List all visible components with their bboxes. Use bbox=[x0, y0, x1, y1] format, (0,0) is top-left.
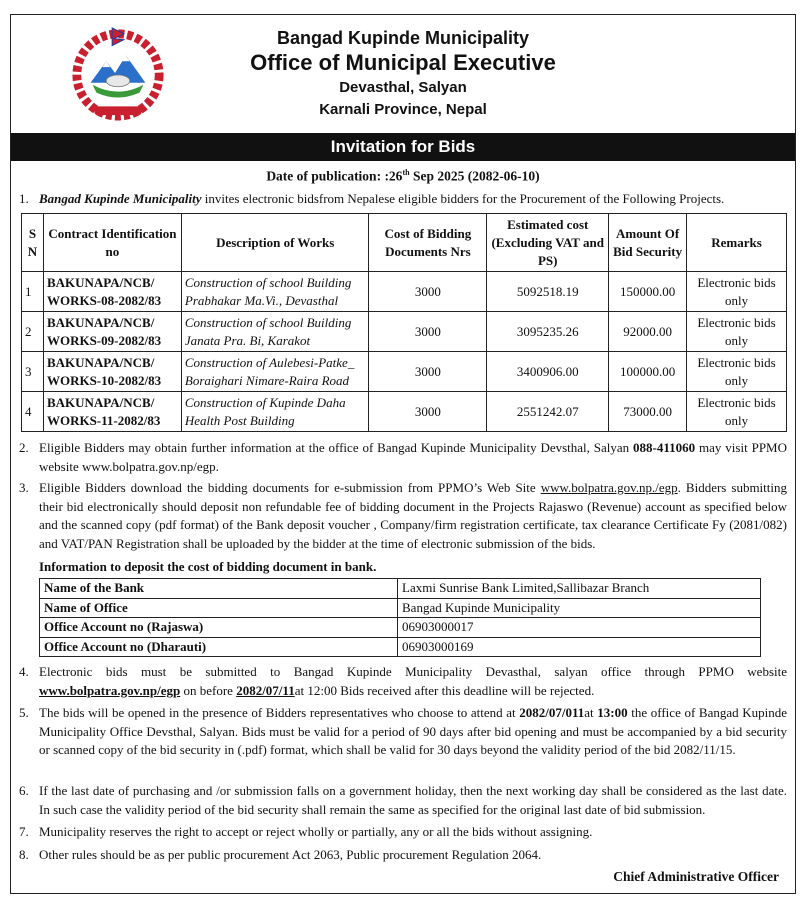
cell-description: Construction of school Building Prabhakar Ma.Vi., Devasthal bbox=[181, 272, 369, 312]
ppmo-link[interactable]: www.bolpatra.gov.np./egp bbox=[540, 480, 678, 495]
col-header-remarks: Remarks bbox=[687, 214, 787, 272]
cell-remarks: Electronic bids only bbox=[687, 272, 787, 312]
clause-number: 6. bbox=[19, 783, 29, 798]
clause-6-text: If the last date of purchasing and /or submission falls on a government holiday, then the next working day shall be considered as the last date. In such case the validity period of the bid security shall remain the same as specified for the original last date of bid submission. bbox=[39, 783, 787, 817]
cell-description: Construction of Aulebesi-Patke_ Boraighari Nimare-Raira Road bbox=[181, 352, 369, 392]
deposit-heading-text: Information to deposit the cost of bidding document in bank. bbox=[39, 559, 377, 574]
cell-sn: 4 bbox=[22, 392, 44, 432]
table-row bbox=[40, 598, 761, 618]
cell-description: Construction of school Building Janata Pra. Bi, Karakot bbox=[181, 312, 369, 352]
opening-time: 13:00 bbox=[597, 705, 628, 720]
cell-doc-cost: 3000 bbox=[369, 392, 487, 432]
signature: Chief Administrative Officer bbox=[613, 869, 779, 884]
bank-table bbox=[39, 578, 761, 657]
bolpatra-link[interactable]: www.bolpatra.gov.np/egp bbox=[39, 682, 181, 698]
table-row bbox=[40, 637, 761, 657]
publication-date-suffix: Sep 2025 (2082-06-10) bbox=[409, 168, 540, 184]
clause-3-text-a: Eligible Bidders download the bidding documents for e-submission from PPMO’s Web Site bbox=[39, 480, 541, 495]
publication-date bbox=[11, 168, 795, 185]
col-header-contract-id: Contract Identification no bbox=[43, 214, 181, 272]
publication-date-sup: th bbox=[402, 168, 410, 177]
table-row bbox=[40, 579, 761, 599]
table-row bbox=[22, 312, 787, 352]
cell-bid-security: 92000.00 bbox=[609, 312, 687, 352]
cell-estimated-cost: 2551242.07 bbox=[487, 392, 609, 432]
clause-number: 1. bbox=[19, 191, 29, 206]
cell-doc-cost: 3000 bbox=[369, 312, 487, 352]
clause-6 bbox=[19, 782, 787, 819]
cell-estimated-cost: 3095235.26 bbox=[487, 312, 609, 352]
intro-org: Bangad Kupinde Municipality bbox=[39, 191, 202, 206]
bank-value: Laxmi Sunrise Bank Limited,Sallibazar Branch bbox=[398, 579, 761, 599]
clause-3 bbox=[19, 479, 787, 553]
cell-description: Construction of Kupinde Daha Health Post Building bbox=[181, 392, 369, 432]
table-row bbox=[22, 352, 787, 392]
cell-remarks: Electronic bids only bbox=[687, 312, 787, 352]
clause-number: 4. bbox=[19, 664, 29, 679]
col-header-bid-security: Amount Of Bid Security bbox=[609, 214, 687, 272]
clause-2-text-b: may visit PPMO website www.bolpatra.gov.np/egp. bbox=[39, 440, 787, 474]
table-row bbox=[40, 618, 761, 638]
bank-label: Office Account no (Dharauti) bbox=[40, 637, 398, 657]
office-phone: 088-411060 bbox=[633, 440, 696, 455]
publication-date-prefix: Date of publication: :26 bbox=[266, 168, 403, 184]
banner-title: Invitation for Bids bbox=[11, 133, 795, 161]
office-location: Devasthal, Salyan bbox=[339, 79, 467, 96]
clause-7-text: Municipality reserves the right to accept or reject wholly or partially, any or all the bids without assigning. bbox=[39, 824, 593, 839]
clause-number: 7. bbox=[19, 824, 29, 839]
bank-value: 06903000169 bbox=[398, 637, 761, 657]
submission-date: 2082/07/11 bbox=[236, 682, 295, 698]
cell-estimated-cost: 3400906.00 bbox=[487, 352, 609, 392]
cell-doc-cost: 3000 bbox=[369, 272, 487, 312]
col-header-doc-cost: Cost of Bidding Documents Nrs bbox=[369, 214, 487, 272]
clause-5-text-b: at bbox=[584, 705, 598, 720]
cell-sn: 3 bbox=[22, 352, 44, 392]
clause-number: 8. bbox=[19, 847, 29, 862]
cell-sn: 2 bbox=[22, 312, 44, 352]
table-row bbox=[22, 392, 787, 432]
bank-value: Bangad Kupinde Municipality bbox=[398, 598, 761, 618]
col-header-estimated-cost: Estimated cost (Excluding VAT and PS) bbox=[487, 214, 609, 272]
notice-header bbox=[11, 15, 795, 131]
clause-number: 5. bbox=[19, 705, 29, 720]
cell-bid-security: 73000.00 bbox=[609, 392, 687, 432]
bid-table bbox=[21, 213, 787, 432]
clause-4 bbox=[19, 663, 787, 700]
office-name: Office of Municipal Executive bbox=[250, 50, 556, 75]
deposit-heading bbox=[19, 558, 787, 577]
cell-sn: 1 bbox=[22, 272, 44, 312]
bank-label: Name of the Bank bbox=[40, 579, 398, 599]
bank-value: 06903000017 bbox=[398, 618, 761, 638]
bank-label: Office Account no (Rajaswa) bbox=[40, 618, 398, 638]
cell-estimated-cost: 5092518.19 bbox=[487, 272, 609, 312]
col-header-sn: S N bbox=[22, 214, 44, 272]
cell-bid-security: 150000.00 bbox=[609, 272, 687, 312]
clause-4-text-c: at 12:00 Bids received after this deadline will be rejected. bbox=[294, 682, 595, 698]
municipality-name: Bangad Kupinde Municipality bbox=[276, 28, 529, 48]
clause-7 bbox=[19, 823, 787, 842]
intro-text: invites electronic bidsfrom Nepalese eligible bidders for the Procurement of the Following Projects. bbox=[201, 191, 725, 206]
cell-remarks: Electronic bids only bbox=[687, 392, 787, 432]
province-name: Karnali Province, Nepal bbox=[319, 101, 487, 118]
opening-date: 2082/07/011 bbox=[519, 705, 585, 720]
cell-remarks: Electronic bids only bbox=[687, 352, 787, 392]
clause-2 bbox=[19, 439, 787, 476]
cell-doc-cost: 3000 bbox=[369, 352, 487, 392]
clause-number: 2. bbox=[19, 440, 29, 455]
clause-8 bbox=[19, 846, 787, 865]
clause-4-text-b: on before bbox=[180, 682, 237, 698]
clause-5 bbox=[19, 704, 787, 760]
clause-2-text-a: Eligible Bidders may obtain further information at the office of Bangad Kupinde Municipality Devsthal, Salyan bbox=[39, 440, 634, 455]
clause-number: 3. bbox=[19, 480, 29, 495]
cell-contract-id: BAKUNAPA/NCB/ WORKS-08-2082/83 bbox=[43, 272, 181, 312]
table-row bbox=[22, 272, 787, 312]
clause-5-text-c: the office of Bangad Kupinde Municipality Office Devsthal, Salyan. Bids must be valid for a period of 90 days after bid opening and must be accompanied by a bid security or scanned copy of the bid security in (.pdf) format, which shall be valid for 30 days beyond the validity period of the bid 2082/11/15. bbox=[39, 705, 788, 757]
header-titles bbox=[11, 27, 795, 121]
cell-bid-security: 100000.00 bbox=[609, 352, 687, 392]
clause-5-text-a: The bids will be opened in the presence of Bidders representatives who choose to attend at bbox=[39, 705, 520, 720]
clause-8-text: Other rules should be as per public procurement Act 2063, Public procurement Regulation 2064. bbox=[39, 847, 542, 862]
bid-notice bbox=[10, 14, 796, 894]
bank-label: Name of Office bbox=[40, 598, 398, 618]
col-header-description: Description of Works bbox=[181, 214, 369, 272]
clause-3-text-b: . Bidders submitting their bid electronically should deposit non refundable fee of bidding document in the Projects Rajaswo (Revenue) account as specified below and the scanned copy (pdf format) of the Bank deposit voucher , Company/firm registration certificate, tax clearance Certificate Fy (2081/082) and VAT/PAN Registration shall be uploaded by the bidder at the time of electronic submission of the bids. bbox=[39, 480, 787, 551]
clause-4-text-a: Electronic bids must be submitted to Bangad Kupinde Municipality Devasthal, salyan office through PPMO website bbox=[39, 664, 787, 679]
cell-contract-id: BAKUNAPA/NCB/ WORKS-10-2082/83 bbox=[43, 352, 181, 392]
cell-contract-id: BAKUNAPA/NCB/ WORKS-09-2082/83 bbox=[43, 312, 181, 352]
clause-1 bbox=[19, 190, 787, 209]
cell-contract-id: BAKUNAPA/NCB/ WORKS-11-2082/83 bbox=[43, 392, 181, 432]
